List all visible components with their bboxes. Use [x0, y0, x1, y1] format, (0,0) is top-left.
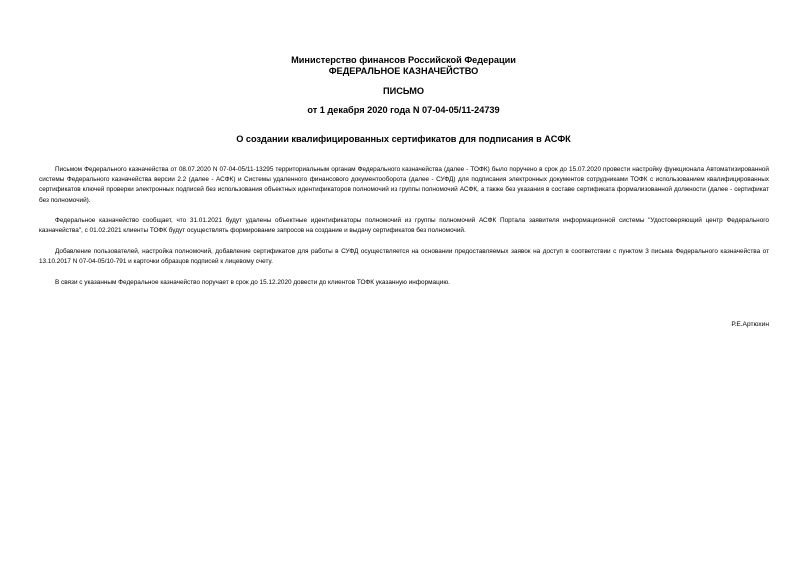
- paragraph-2: [39, 216, 769, 236]
- document-date-number: от 1 декабря 2020 года N 07-04-05/11-24739: [307, 105, 500, 115]
- signature: Р.Е.Артюхин: [731, 321, 769, 328]
- paragraph-text: Письмом Федерального казначейства от 08.07.2020 N 07-04-05/11-13295 территориальным органам Федерального казначейства (далее - ТОФК) было поручено в срок до 15.07.2020 провести настройку функционала Автоматизированной системы Федерального казначейства версии 2.2 (далее - АСФК) и Системы удаленного финансового документооборота (далее - СУФД) для подписания электронных документов сотрудниками ТОФК с использованием квалифицированных сертификатов ключей проверки электронных подписей без использования объектных идентификаторов полномочий из группы полномочий АСФК, а также без указания в составе сертификата формализованной должности (далее - сертификат без полномочий).: [39, 166, 769, 204]
- paragraph-text: Добавление пользователей, настройка полномочий, добавление сертификатов для работы в СУФД осуществляется на основании предоставляемых заявок на доступ в соответствии с пунктом 3 письма Федерального казначейства от 13.10.2017 N 07-04-05/10-791 и карточки образцов подписей к лицевому счету.: [39, 248, 769, 266]
- document-type: ПИСЬМО: [382, 86, 425, 96]
- paragraph-1: [39, 165, 769, 206]
- treasury-name: ФЕДЕРАЛЬНОЕ КАЗНАЧЕЙСТВО: [328, 66, 479, 76]
- paragraph-4: [39, 278, 769, 288]
- paragraph-text: Федеральное казначейство сообщает, что 31.01.2021 будут удалены объектные идентификаторы полномочий из группы полномочий АСФК Портала заявителя информационной системы "Удостоверяющий центр Федерального казначейства", с 01.02.2021 клиенты ТОФК будут осуществлять формирование запросов на создание и выдачу сертификатов без полномочий.: [39, 217, 769, 235]
- document-subject: О создании квалифицированных сертификатов для подписания в АСФК: [236, 134, 571, 144]
- paragraph-text: В связи с указанным Федеральное казначейство поручает в срок до 15.12.2020 довести до клиентов ТОФК указанную информацию.: [55, 279, 450, 286]
- paragraph-3: [39, 247, 769, 267]
- ministry-name: Министерство финансов Российской Федерации: [291, 55, 516, 65]
